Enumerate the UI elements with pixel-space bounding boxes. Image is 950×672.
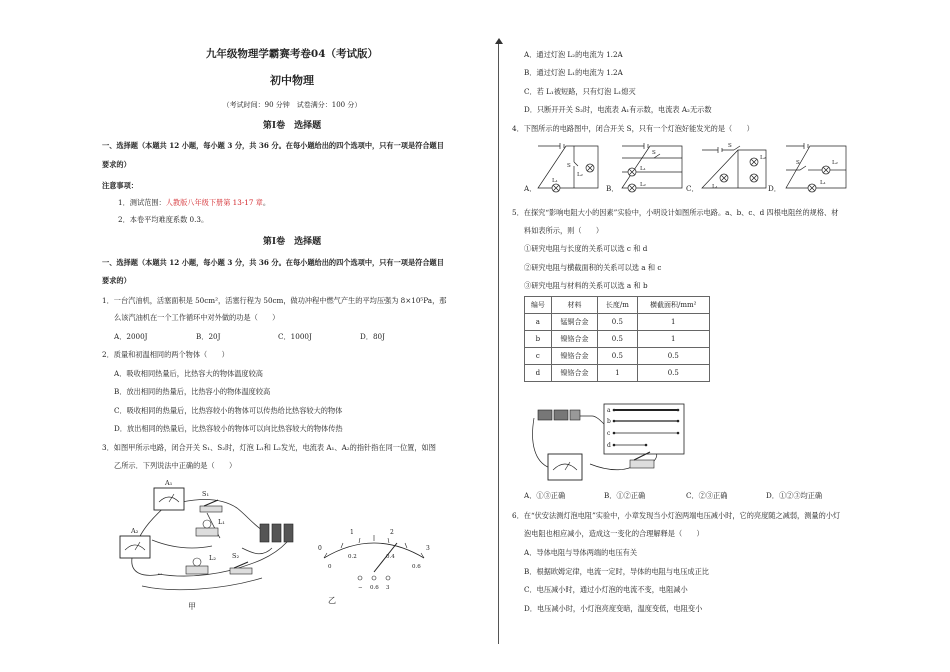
q6-stem-line2: 泡电阻也相应减小，造成这一变化的合理解释是（ ） [524, 529, 704, 538]
q3-stem-line2: 乙所示．下列说法中正确的是（ ） [114, 461, 237, 470]
q1-option-d: D．80J [360, 332, 385, 341]
ammeter-a1 [154, 488, 184, 510]
q4c-label-l2: L₂ [760, 155, 766, 161]
meter-top-tick-1: 1 [350, 529, 354, 536]
instructions-line1: 一、选择题（本题共 12 小题，每小题 3 分，共 36 分。在每小题给出的四个选项中，只有一项是符合题目 [102, 141, 444, 150]
q5-apparatus-figure [530, 402, 690, 484]
meter-bottom-tick-3: 0.6 [412, 564, 421, 570]
table-row [525, 348, 710, 365]
q1-option-b: B．20J [196, 332, 221, 341]
q5-statement-2: ②研究电阻与横截面积的关系可以选 a 和 c [524, 263, 662, 272]
exam-subtitle: 初中物理 [270, 74, 314, 87]
table-cell: 镍铬合金 [551, 348, 597, 365]
table-cell: 0.5 [598, 348, 637, 365]
q3-option-b: B．通过灯泡 L₁的电流为 1.2A [524, 68, 623, 77]
wire-label-d: d [607, 442, 611, 449]
exam-title: 九年级物理学霸赛考卷04（考试版） [205, 48, 379, 60]
q3-option-a: A．通过灯泡 L₂的电流为 1.2A [524, 50, 623, 59]
q3-figure-a-circuit [112, 478, 302, 598]
q1-stem-line2: 么该汽油机在一个工作循环中对外做的功是（ ） [114, 313, 280, 322]
q4-option-c: C． [686, 184, 699, 193]
q5-option-a: A．①③正确 [524, 491, 566, 500]
q5-option-d: D．①②③均正确 [766, 491, 823, 500]
q4-option-d: D． [768, 184, 781, 193]
wire-label-a: a [607, 407, 611, 414]
q1-option-a: A．2000J [114, 332, 148, 341]
left-column [96, 0, 488, 672]
q6-stem-line1: 6．在“伏安法测灯泡电阻”实验中，小章发现当小灯泡两端电压减小时，它的亮度随之减弱，测量的小灯 [512, 511, 841, 520]
meter-terminal-3: 3 [386, 585, 390, 591]
q5-option-c: C．②③正确 [686, 491, 728, 500]
note-2: 2．本卷平均难度系数 0.3。 [118, 215, 209, 224]
q3-figure-a-caption: 甲 [188, 602, 196, 611]
q6-option-a: A．导体电阻与导体两端的电压有关 [524, 548, 638, 557]
bulb-l2 [186, 558, 208, 574]
switch-s1 [200, 500, 222, 512]
q2-option-a: A．吸收相同热量后，比热容大的物体温度较高 [114, 369, 263, 378]
table-cell: c [525, 348, 552, 365]
table-cell: d [525, 365, 552, 382]
q1-option-c: C．1000J [278, 332, 312, 341]
q4-stem: 4．下图所示的电路图中，闭合开关 S，只有一个灯泡好能发光的是（ ） [512, 124, 754, 133]
meter-bottom-tick-0: 0 [328, 564, 332, 570]
q5-statement-3: ③研究电阻与材料的关系可以选 a 和 b [524, 281, 648, 290]
wire-label-b: b [607, 418, 611, 425]
meter-terminal-06: 0.6 [370, 585, 379, 591]
q4d-label-l2: L₂ [832, 160, 838, 166]
table-header-cell: 编号 [525, 297, 552, 314]
table-header-cell: 横截面积/mm² [637, 297, 709, 314]
q3-figure-b-caption: 乙 [328, 596, 336, 605]
label-a2: A₂ [131, 527, 139, 535]
q4b-label-l1: L₁ [640, 166, 646, 172]
section-heading-1: 第Ⅰ卷 选择题 [262, 121, 322, 131]
q5-stem-line1: 5．在探究“影响电阻大小的因素”实验中，小明设计如图所示电路。a、b、c、d 四根电阻丝的规格、材 [512, 208, 839, 217]
meter-top-tick-3: 3 [426, 545, 430, 552]
q2-option-d: D．放出相同的热量后，比热容较小的物体可以向比热容较大的物体传热 [114, 424, 343, 433]
q4-option-b: B． [606, 184, 619, 193]
battery [538, 410, 580, 420]
q4-option-a: A． [524, 184, 537, 193]
table-cell: 0.5 [637, 365, 709, 382]
instructions2-line1: 一、选择题（本题共 12 小题，每小题 3 分，共 36 分。在每小题给出的四个选项中，只有一项是符合题目 [102, 258, 444, 267]
note-1 [118, 198, 270, 208]
divider-arrow [495, 38, 503, 44]
q4b-label-l2: L₂ [640, 182, 646, 188]
label-s1: S₁ [202, 490, 210, 498]
q3-figure-b-meter [314, 522, 434, 592]
q4d-label-s: S [796, 160, 800, 166]
table-cell: 锰铜合金 [551, 314, 597, 331]
notes-title: 注意事项： [102, 181, 138, 190]
wire-label-c: c [607, 430, 611, 437]
table-header-cell: 材料 [551, 297, 597, 314]
q4-circuit-d [782, 142, 850, 194]
label-a1: A₁ [165, 479, 173, 487]
column-divider [498, 44, 499, 644]
table-cell: 1 [598, 365, 637, 382]
table-cell: b [525, 331, 552, 348]
bulb-l1 [196, 520, 218, 536]
table-row [525, 365, 710, 382]
meter-top-tick-0: 0 [318, 545, 322, 552]
q2-stem: 2．质量和初温相同的两个物体（ ） [102, 350, 229, 359]
table-header-row [525, 297, 710, 314]
q4a-label-s: S [567, 163, 571, 169]
table-cell: 1 [637, 314, 709, 331]
q5-stem-line2: 料如表所示，则（ ） [524, 226, 604, 235]
meter-bottom-tick-1: 0.2 [348, 554, 357, 560]
instructions-line2: 要求的） [102, 160, 131, 169]
table-header-cell: 长度/m [598, 297, 637, 314]
exam-info: （考试时间：90 分钟 试卷满分：100 分） [222, 101, 362, 109]
q6-option-b: B．根据欧姆定律，电流一定时，导体的电阻与电压成正比 [524, 567, 709, 576]
q5-option-b: B．①②正确 [604, 491, 646, 500]
table-cell: 镍铬合金 [551, 365, 597, 382]
label-l1: L₁ [218, 518, 225, 526]
q4-circuit-a [534, 142, 602, 194]
q4-circuit-c [698, 142, 770, 194]
battery-pack [260, 524, 293, 542]
note-1-suffix: 。 [262, 198, 271, 207]
q2-option-c: C．吸收相同的热量后，比热容较小的物体可以传热给比热容较大的物体 [114, 406, 343, 415]
q2-option-b: B．放出相同的热量后，比热容小的物体温度较高 [114, 387, 271, 396]
q4a-label-l2: L₂ [577, 172, 583, 178]
table-cell: 1 [637, 331, 709, 348]
instructions2-line2: 要求的） [102, 276, 131, 285]
q5-resistance-table [524, 296, 710, 382]
table-row [525, 314, 710, 331]
section-heading-2: 第Ⅰ卷 选择题 [262, 237, 322, 247]
table-cell: 镍铬合金 [551, 331, 597, 348]
q4a-label-l1: L₁ [552, 178, 558, 184]
note-1-scope: 人教版八年级下册第 13-17 章 [165, 198, 263, 207]
q4d-label-l1: L₁ [820, 180, 826, 186]
q1-stem-line1: 1．一台汽油机，活塞面积是 50cm²，活塞行程为 50cm，做功冲程中燃气产生的平均压强为 8×10⁵Pa，那 [102, 296, 447, 305]
meter-terminal-minus: − [358, 585, 363, 591]
table-row [525, 331, 710, 348]
table-cell: 0.5 [598, 331, 637, 348]
meter-bottom-tick-2: 0.4 [386, 554, 395, 560]
q6-option-c: C．电压减小时，通过小灯泡的电流不变，电阻减小 [524, 585, 688, 594]
wire-board [604, 404, 684, 454]
q4c-label-s: S [728, 143, 732, 149]
q3-option-c: C．若 L₁被短路，只有灯泡 L₁熄灭 [524, 87, 636, 96]
table-cell: 0.5 [598, 314, 637, 331]
table-cell: 0.5 [637, 348, 709, 365]
q4b-label-s: S [652, 150, 656, 156]
table-cell: a [525, 314, 552, 331]
q3-option-d: D．只断开开关 S₂时，电流表 A₁有示数，电流表 A₂无示数 [524, 105, 712, 114]
right-column [510, 0, 910, 672]
label-l2: L₂ [209, 554, 216, 562]
label-s2: S₂ [232, 552, 240, 560]
q3-stem-line1: 3．如图甲所示电路，闭合开关 S₁、S₂时，灯泡 L₁和 L₂发光，电流表 A₁、A₂的指针指在同一位置，如图 [102, 443, 436, 452]
q6-option-d: D．电压减小时，小灯泡亮度变暗，温度变低，电阻变小 [524, 604, 703, 613]
switch-s2 [230, 562, 252, 574]
q4-circuit-b [618, 142, 686, 194]
ammeter [548, 454, 582, 480]
q4c-label-l1: L₁ [712, 184, 718, 190]
meter-top-tick-2: 2 [390, 529, 394, 536]
ammeter-a2 [120, 536, 150, 558]
note-1-prefix: 1．测试范围： [118, 198, 166, 207]
q5-statement-1: ①研究电阻与长度的关系可以选 c 和 d [524, 244, 648, 253]
